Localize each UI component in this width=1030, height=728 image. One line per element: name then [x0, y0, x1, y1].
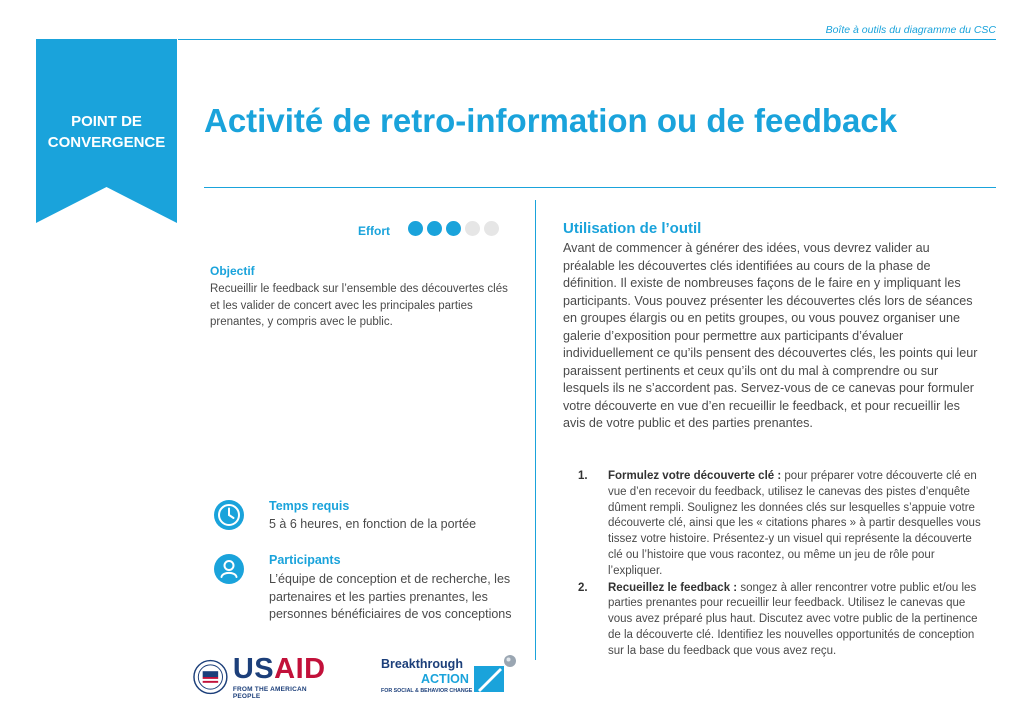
tool-heading: Utilisation de l’outil — [563, 220, 702, 237]
effort-dot-filled — [427, 221, 442, 236]
effort-label: Effort — [358, 224, 390, 238]
banner-label — [36, 111, 177, 153]
effort-dot-filled — [446, 221, 461, 236]
step-text: songez à aller rencontrer votre public et/ou les parties prenantes pour recueillir leur feedback. Utilisez le canevas que vous avez préparé plus haut. Discutez avec votre public de la pertinence de la découverte clé. Identifiez les nouvelles opportunités de conception sur la base du feedback que vous avez reçu. — [608, 581, 978, 657]
clock-icon — [213, 499, 245, 531]
effort-dot-empty — [484, 221, 499, 236]
usaid-logo — [193, 654, 333, 700]
temps-text: 5 à 6 heures, en fonction de la portée — [269, 517, 477, 531]
banner-line-1: POINT DE — [71, 113, 142, 130]
objectif-heading: Objectif — [210, 264, 255, 278]
effort-dot-filled — [408, 221, 423, 236]
ba-line-1: Breakthrough — [381, 657, 463, 671]
step-text: pour préparer votre découverte clé en vue d’en recevoir du feedback, utilisez le canevas des pistes d’enquête dûment rempli. Soulignez les données clés sur lesquelles s’appuie votre découverte clé, ainsi que les « citations phares » à partir desquelles vous tissez votre histoire. Présentez-y un visuel qui représente la découverte clé ou l’histoire que vous racontez, ou même un jeu de rôle pour l’expliquer. — [608, 470, 981, 577]
effort-dot-empty — [465, 221, 480, 236]
participants-heading: Participants — [269, 553, 341, 567]
effort-dots — [408, 221, 503, 241]
step-body — [608, 469, 988, 580]
usaid-wordmark — [232, 652, 333, 700]
steps-list — [578, 469, 988, 661]
objectif-text: Recueillir le feedback sur l’ensemble des découvertes clés et les valider de concert avec les principales parties prenantes, y compris avec le public. — [210, 283, 508, 328]
ba-line-3: FOR SOCIAL & BEHAVIOR CHANGE — [381, 688, 473, 694]
step-label: Formulez votre découverte clé : — [608, 470, 782, 482]
usaid-word: USAID — [232, 652, 326, 685]
banner-line-2: CONVERGENCE — [47, 134, 166, 151]
top-divider — [178, 39, 996, 40]
title-divider — [204, 187, 996, 188]
toolbox-header-label: Boîte à outils du diagramme du CSC — [825, 24, 996, 36]
usaid-tagline: FROM THE AMERICAN PEOPLE — [232, 685, 307, 700]
ba-line-2: ACTION — [421, 672, 469, 686]
step-number: 1. — [578, 470, 588, 482]
participants-text: L’équipe de conception et de recherche, les partenaires et les parties prenantes, les personnes bénéficiaires de vos conceptions — [269, 572, 512, 621]
step-label: Recueillez le feedback : — [608, 581, 738, 594]
temps-heading: Temps requis — [269, 499, 350, 513]
breakthrough-action-logo — [381, 654, 521, 700]
breakthrough-mark-icon — [470, 654, 518, 694]
usaid-seal-icon — [193, 659, 228, 695]
person-icon — [213, 553, 245, 585]
step-item — [578, 581, 988, 660]
step-body — [608, 581, 988, 660]
tool-text: Avant de commencer à générer des idées, vous devrez valider au préalable les découvertes clés identifiées au cours de la phase de définition. Il existe de nombreuses façons de le faire en y impliquant les participants. Vous pouvez présenter les découvertes clés lors de séances en groupes élargis ou en petits groupes, ou vous pouvez organiser une galerie d’exposition pour permettre aux participants d’évaluer individuellement ce qu’ils pensent des découvertes clés, les points qui leur paraissent pertinents et ceux qu’ils ont du mal à comprendre ou sur lesquels ils ne s’accordent pas. Servez-vous de ce canevas pour formuler votre découverte en vue d’en recueillir le feedback, et pour recueillir les avis de votre public et des parties prenantes. — [563, 241, 978, 430]
step-item — [578, 469, 988, 580]
effort-rating — [358, 221, 503, 241]
step-number: 2. — [578, 581, 588, 594]
column-divider — [535, 200, 536, 660]
page-title: Activité de retro-information ou de feedback — [204, 102, 898, 139]
phase-banner — [36, 39, 177, 223]
